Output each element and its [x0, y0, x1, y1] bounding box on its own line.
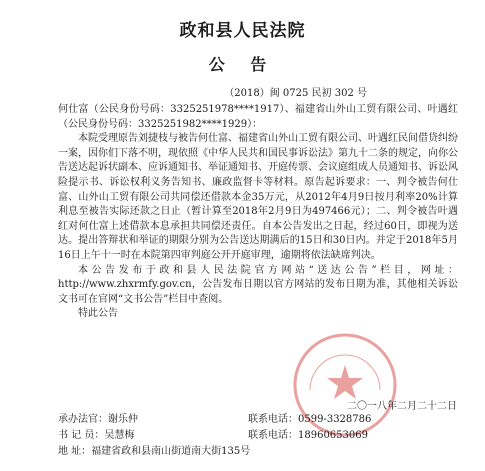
addressee-paragraph: 何仕富（公民身份号码：3325251978****1917）、福建省山外山工贸有限公司、叶遇红（公民身份号码：3325251982****1929）： [58, 104, 458, 130]
footer-row-1 [58, 412, 458, 428]
notice-body [58, 103, 458, 322]
notice-date: 二〇一八年二月二十二日 [347, 401, 457, 412]
address-value: 福建省政和县南山街道南大街135号 [91, 446, 251, 457]
case-number: （2018）闽 0725 民初 302 号 [224, 88, 367, 99]
judge-name: 谢乐仲 [108, 414, 138, 425]
phone-number-1: 0599-3328786 [298, 414, 372, 425]
phone-number-2: 18960653069 [298, 430, 368, 441]
main-paragraph: 本院受理原告刘捷枝与被告何仕富、福建省山外山工贸有限公司、叶遇红民间借贷纠纷一案，因你们下落不明，现依照《中华人民共和国民事诉讼法》第九十二条的规定，向你公告送达起诉状副本、应诉通知书、举证通知书、开庭传票、会议庭组成人员通知书、诉讼风险提示书、诉讼权利义务告知书、廉政监督卡等材料。原告起诉要求：一、判令被告何仕富、山外山工贸有限公司共同偿还借款本金35万元，从2012年4月9日按月利率20%计算利息至被告实际还款之日止（暂计算至2018年2月9日为497466元）；二、判令被告叶遇红对何仕富上述借款本息承担共同偿还责任。自本公告发出之日起，经过60日，即视为送达。提出答辩状和举证的期限分别为公告送达期满后的15日和30日内。并定于2018年5月16日上午十一时在本院第四审判庭公开开庭审理，逾期将依法缺席判决。 [58, 133, 458, 261]
address-label: 地 址： [58, 446, 92, 457]
contact-footer [58, 412, 458, 460]
closing-paragraph: 特此公告 [78, 308, 118, 320]
notice-subtitle: 公 告 [208, 55, 277, 74]
footer-row-2 [58, 428, 458, 444]
phone-label: 联系电话： [248, 414, 298, 425]
judge-label: 承办法官： [58, 414, 108, 425]
publication-paragraph: 本公告发布于政和县人民法院官方网站“送达公告”栏目，网址：http://www.zhxrmfy.gov.cn，公告发布日期以官方网站的发布日期为准，其他相关诉讼文书可在官网“文书公告”栏目中查阅。 [58, 264, 458, 305]
footer-row-3 [58, 444, 458, 460]
phone-label-2: 联系电话： [248, 430, 298, 441]
clerk-label: 书 记 员： [58, 430, 105, 441]
notice-title: 政和县人民法院 [179, 21, 306, 41]
clerk-name: 吴慧梅 [104, 430, 135, 441]
